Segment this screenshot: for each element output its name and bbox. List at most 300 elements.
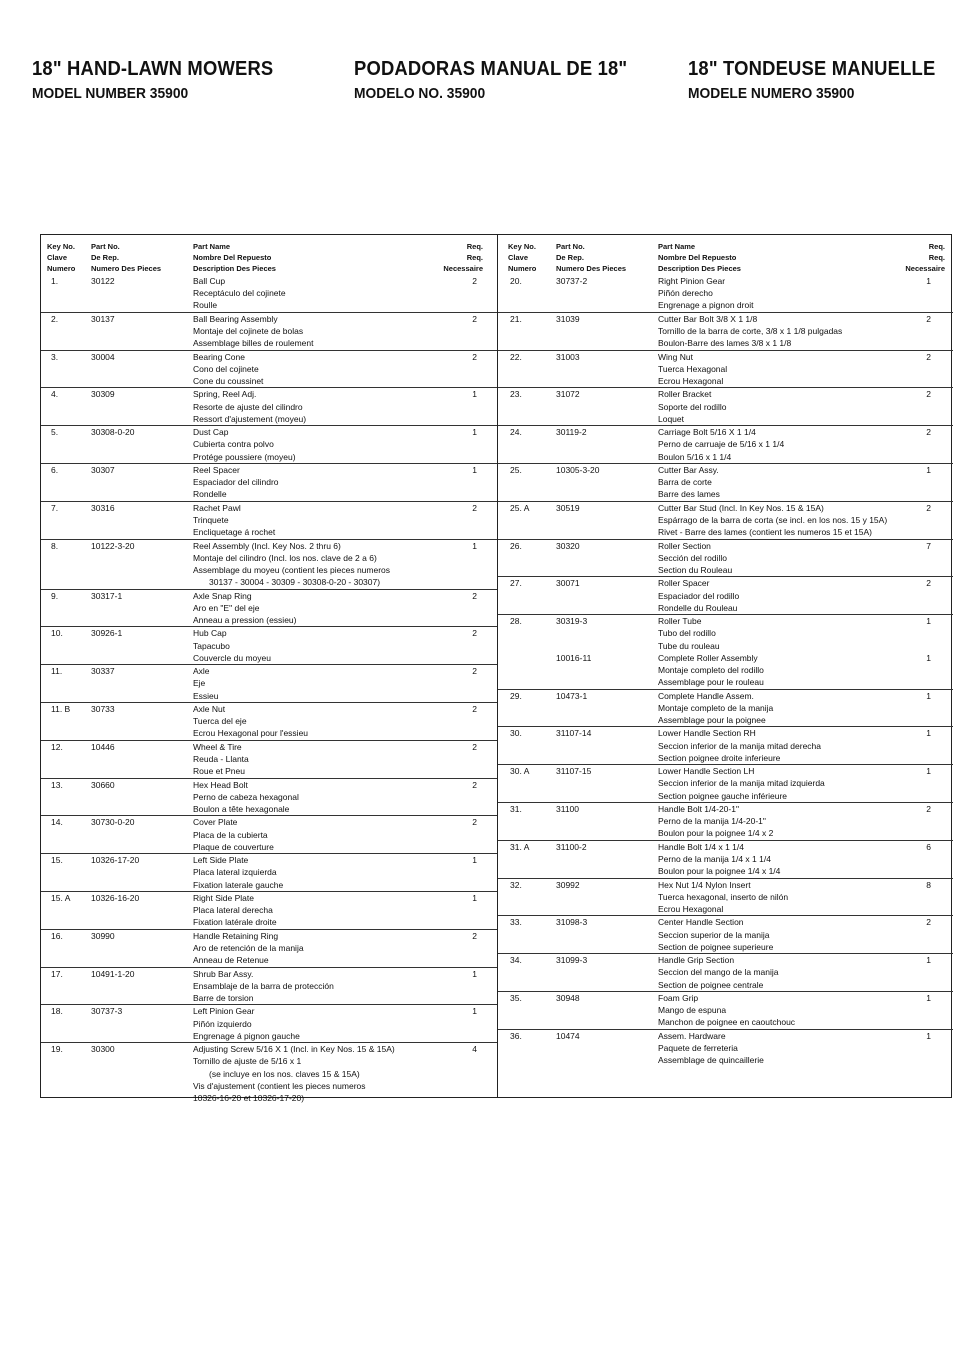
description-line: Reuda - Llanta: [193, 753, 249, 764]
description-line: Essieu: [193, 690, 219, 701]
required-quantity: 1: [472, 968, 477, 979]
part-description: [658, 464, 938, 501]
part-description: [658, 765, 938, 802]
required-quantity: 1: [926, 766, 931, 777]
title-sub: MODEL NUMBER 35900: [32, 85, 189, 102]
description-line: Cutter Bar Stud (Incl. In Key Nos. 15 & 15A): [658, 502, 824, 513]
description-line: Engrenage á pignon gauche: [193, 1030, 300, 1041]
description-line: Barre de torsion: [193, 992, 254, 1003]
description-line: (se incluye en los nos. claves 15 & 15A): [209, 1068, 360, 1079]
part-description: [658, 502, 938, 539]
table-row: [41, 313, 497, 351]
part-number: 30926-1: [91, 628, 123, 639]
title-english: [32, 58, 294, 102]
description-line: Montaje del cilindro (Incl. los nos. clave de 2 a 6): [193, 552, 377, 563]
description-line: Bearing Cone: [193, 351, 245, 362]
description-line: Left Pinion Gear: [193, 1006, 255, 1017]
title-main: 18" TONDEUSE MANUELLE: [688, 58, 936, 80]
description-line: Assemblage du moyeu (contient les pieces numeros: [193, 564, 391, 575]
description-line: Section de poignee centrale: [658, 979, 764, 990]
description-line: Cone du coussinet: [193, 376, 264, 386]
required-quantity: 2: [926, 917, 931, 928]
description-line: Assemblage pour le rouleau: [658, 677, 764, 688]
part-number: 30320: [556, 540, 580, 551]
description-line: Hex Nut 1/4 Nylon Insert: [658, 879, 751, 890]
part-description: [658, 727, 938, 764]
table-row: [41, 665, 497, 703]
description-line: Tube du rouleau: [658, 640, 720, 651]
required-quantity: 1: [926, 1030, 931, 1041]
description-line: Section du Rouleau: [658, 564, 733, 575]
required-quantity: 2: [472, 502, 477, 513]
table-row: [41, 426, 497, 464]
description-line: Manchon de poignee en caoutchouc: [658, 1017, 796, 1028]
table-row: [41, 275, 497, 313]
key-number: 31. A: [510, 841, 530, 852]
description-line: Plaque de couverture: [193, 841, 274, 852]
required-quantity: 1: [926, 992, 931, 1003]
table-row: [498, 879, 953, 917]
description-line: Assemblage billes de roulement: [193, 338, 314, 349]
description-line: Assemblage de quincaillerie: [658, 1055, 764, 1066]
description-line: Shrub Bar Assy.: [193, 968, 254, 979]
description-line: Paquete de ferreteria: [658, 1042, 738, 1053]
description-line: Reel Assembly (Incl. Key Nos. 2 thru 6): [193, 540, 341, 551]
part-number: 31100: [556, 803, 580, 814]
key-number: 28.: [510, 616, 522, 627]
key-number: 21.: [510, 313, 522, 324]
description-line: Anneau a pression (essieu): [193, 614, 297, 625]
part-number: 31100-2: [556, 841, 587, 852]
table-row: [498, 351, 953, 389]
description-line: Cover Plate: [193, 817, 238, 828]
part-description: [193, 426, 473, 463]
key-number: 9.: [51, 590, 59, 601]
part-number: 31003: [556, 351, 580, 362]
required-quantity: 1: [926, 690, 931, 701]
description-line: Perno de la manija 1/4 x 1 1/4: [658, 853, 771, 864]
description-line: Ensamblaje de la barra de protección: [193, 980, 334, 991]
description-line: Aro de retención de la manija: [193, 942, 304, 953]
description-line: Axle: [193, 666, 210, 677]
description-line: Perno de cabeza hexagonal: [193, 791, 299, 802]
description-line: Roller Bracket: [658, 389, 712, 400]
description-line: Axle Nut: [193, 703, 226, 714]
description-line: Right Pinion Gear: [658, 276, 726, 286]
key-number: 10.: [51, 628, 63, 639]
key-number: 20.: [510, 276, 522, 286]
description-line: Seccion inferior de la manija mitad derecha: [658, 740, 822, 751]
description-line: Ecrou Hexagonal pour l'essieu: [193, 728, 309, 739]
key-number: 34.: [510, 955, 522, 966]
required-quantity: 2: [926, 389, 931, 400]
description-line: Handle Bolt 1/4-20-1": [658, 803, 739, 814]
table-row: [498, 916, 953, 954]
table-row: [498, 803, 953, 841]
part-description: [193, 930, 473, 967]
table-row: [498, 615, 953, 689]
description-line: Ressort d'ajustement (moyeu): [193, 413, 307, 424]
required-quantity: 1: [472, 1006, 477, 1017]
key-number: 35.: [510, 992, 522, 1003]
part-number: 30119-2: [556, 427, 587, 438]
description-line: Perno de carruaje de 5/16 x 1 1/4: [658, 439, 785, 450]
table-row: [41, 627, 497, 665]
part-number: 10491-1-20: [91, 968, 135, 979]
description-line: Couvercle du moyeu: [193, 652, 271, 663]
required-quantity: 2: [926, 427, 931, 438]
part-number: 10446: [91, 741, 115, 752]
table-row: [498, 502, 953, 540]
part-description: [658, 275, 938, 312]
table-body-left: [41, 275, 497, 1105]
part-description: [193, 388, 473, 425]
key-number: 22.: [510, 351, 522, 362]
required-quantity: 2: [472, 666, 477, 677]
key-number: 27.: [510, 578, 522, 589]
description-line: 30137 - 30004 - 30309 - 30308-0-20 - 30307): [209, 577, 381, 588]
table-row: [498, 765, 953, 803]
part-description: [193, 779, 473, 816]
title-sub: MODELO NO. 35900: [354, 85, 486, 102]
description-line: Fixation latérale droite: [193, 917, 277, 928]
description-line: Montaje completo del rodillo: [658, 664, 764, 675]
key-number: 7.: [51, 502, 59, 513]
part-number: 31107-15: [556, 766, 592, 777]
description-line: Cutter Bar Assy.: [658, 464, 719, 475]
description-line: Right Side Plate: [193, 892, 254, 903]
part-description: [193, 540, 473, 589]
table-row: [498, 426, 953, 464]
description-line: Aro en "E" del eje: [193, 602, 260, 613]
part-description: [658, 916, 938, 953]
header-key: Key No. Clave Numero: [47, 242, 76, 273]
part-number: 30737-2: [556, 276, 588, 286]
description-line: Montaje completo de la manija: [658, 702, 774, 713]
description-line: Section poignee droite inferieure: [658, 752, 781, 763]
description-line: Roulle: [193, 300, 218, 311]
description-line: Hex Head Bolt: [193, 779, 248, 790]
header-key: Key No. Clave Numero: [508, 242, 537, 273]
description-line: Lower Handle Section LH: [658, 766, 755, 777]
key-number: 23.: [510, 389, 522, 400]
header-part: Part No. De Rep. Numero Des Pieces: [556, 242, 627, 273]
description-line: Ball Bearing Assembly: [193, 313, 278, 324]
table-header: [41, 235, 497, 275]
table-header: [498, 235, 953, 275]
description-line: Tornillo de la barra de corte, 3/8 x 1 1/8 pulgadas: [658, 326, 843, 336]
description-line: Ecrou Hexagonal: [658, 376, 724, 386]
table-row: [498, 540, 953, 578]
description-line: Wing Nut: [658, 351, 693, 362]
part-number: 10326-16-20: [91, 892, 140, 903]
table-row: [41, 540, 497, 590]
part-number: 30308-0-20: [91, 427, 135, 438]
required-quantity: 2: [472, 817, 477, 828]
part-description: [658, 954, 938, 991]
description-line: Handle Retaining Ring: [193, 930, 279, 941]
description-line: Anneau de Retenue: [193, 955, 269, 966]
description-line: Engrenage a pignon droit: [658, 300, 754, 311]
part-number: 31039: [556, 313, 580, 324]
part-description: [658, 841, 938, 878]
description-line: Perno de la manija 1/4-20-1": [658, 816, 766, 827]
description-line: Piñón izquierdo: [193, 1018, 252, 1029]
required-quantity: 2: [926, 313, 931, 324]
part-number: 30300: [91, 1044, 115, 1055]
description-line: Rondelle: [193, 489, 227, 500]
parts-table: [40, 234, 952, 1103]
description-line: Barra de corte: [658, 477, 712, 488]
table-row: [41, 1005, 497, 1043]
parts-table-left: [41, 235, 498, 1103]
key-number: 2.: [51, 313, 59, 324]
table-row: [41, 703, 497, 741]
table-row: [498, 954, 953, 992]
required-quantity: 2: [472, 779, 477, 790]
required-quantity: 8: [926, 879, 931, 890]
part-number: 30307: [91, 464, 115, 475]
part-description: [658, 540, 938, 577]
required-quantity: 1: [926, 955, 931, 966]
required-quantity: 6: [926, 841, 931, 852]
part-number: 31098-3: [556, 917, 588, 928]
header-req: Req. Req. Necessaire: [905, 242, 945, 273]
table-row: [41, 854, 497, 892]
description-line: Handle Grip Section: [658, 955, 735, 966]
table-row: [498, 690, 953, 728]
description-line: Wheel & Tire: [193, 741, 242, 752]
table-row: [498, 275, 953, 313]
part-description: [193, 665, 473, 702]
part-number: 30737-3: [91, 1006, 123, 1017]
required-quantity: 2: [472, 276, 477, 286]
part-description: [193, 892, 473, 929]
part-number: 30317-1: [91, 590, 123, 601]
required-quantity: 2: [472, 703, 477, 714]
description-line: Axle Snap Ring: [193, 590, 252, 601]
description-line: Placa lateral izquierda: [193, 867, 277, 878]
part-description: [193, 627, 473, 664]
part-description: [658, 313, 938, 350]
description-line: Seccion superior de la manija: [658, 929, 770, 940]
part-description: [658, 351, 938, 388]
title-main: PODADORAS MANUAL DE 18": [354, 58, 628, 80]
description-line: Spring, Reel Adj.: [193, 389, 257, 400]
part-description: [658, 388, 938, 425]
table-row: [41, 741, 497, 779]
required-quantity: 1: [926, 616, 931, 627]
description-line: Ecrou Hexagonal: [658, 903, 724, 914]
table-row: [41, 388, 497, 426]
description-line: Encliquetage á rochet: [193, 527, 276, 538]
part-number: 30992: [556, 879, 580, 890]
key-number: 11.: [51, 666, 63, 677]
part-number: 10122-3-20: [91, 540, 135, 551]
key-number: 4.: [51, 389, 59, 400]
part-number: 30316: [91, 502, 115, 513]
key-number: 29.: [510, 690, 522, 701]
header-name: Part Name Nombre Del Repuesto Description Des Pieces: [193, 242, 276, 273]
description-line: Cono del cojinete: [193, 363, 259, 374]
key-number: 3.: [51, 351, 59, 362]
key-number: 24.: [510, 427, 522, 438]
key-number: 25. A: [510, 502, 530, 513]
key-number: 32.: [510, 879, 522, 890]
part-number: 31099-3: [556, 955, 588, 966]
required-quantity: 1: [472, 892, 477, 903]
table-row: [498, 992, 953, 1030]
description-line: Resorte de ajuste del cilindro: [193, 401, 303, 412]
table-row: [41, 930, 497, 968]
description-line: Hub Cap: [193, 628, 227, 639]
part-number: 10473-1: [556, 690, 588, 701]
part-description: [193, 1043, 473, 1104]
table-row: [498, 313, 953, 351]
description-line: Section poignee gauche inférieure: [658, 790, 788, 801]
part-number: 31072: [556, 389, 580, 400]
table-row: [498, 388, 953, 426]
table-body-right: [498, 275, 953, 1068]
part-number: 31107-14: [556, 728, 592, 739]
description-line: Assem. Hardware: [658, 1030, 726, 1041]
key-number: 18.: [51, 1006, 63, 1017]
required-quantity: 2: [472, 741, 477, 752]
header-req: Req. Req. Necessaire: [443, 242, 483, 273]
part-description: [658, 690, 938, 727]
key-number: 11. B: [51, 703, 71, 714]
part-description: [193, 275, 473, 312]
description-line: Tornillo de ajuste de 5/16 x 1: [193, 1056, 302, 1067]
part-number: 10474: [556, 1030, 580, 1041]
part-description: [658, 577, 938, 614]
part-number: 30122: [91, 276, 115, 286]
description-line: Seccion inferior de la manija mitad izquierda: [658, 778, 825, 789]
description-line: Tubo del rodillo: [658, 628, 716, 639]
description-line: Mango de espuna: [658, 1005, 727, 1016]
required-quantity: 1: [472, 540, 477, 551]
description-line: Placa de la cubierta: [193, 829, 268, 840]
description-line: Montaje del cojinete de bolas: [193, 326, 304, 336]
key-number: 30.: [510, 728, 522, 739]
key-number: 30. A: [510, 766, 530, 777]
key-number: 26.: [510, 540, 522, 551]
description-line: Sección del rodillo: [658, 552, 727, 563]
part-number: 30948: [556, 992, 580, 1003]
required-quantity: 1: [926, 728, 931, 739]
description-line: Piñón derecho: [658, 288, 713, 299]
part-description: [658, 992, 938, 1029]
description-line: Adjusting Screw 5/16 X 1 (Incl. in Key Nos. 15 & 15A): [193, 1044, 395, 1055]
required-quantity: 1: [472, 855, 477, 866]
description-line: Lower Handle Section RH: [658, 728, 756, 739]
description-line: Complete Handle Assem.: [658, 690, 754, 701]
required-quantity: 2: [926, 578, 931, 589]
part-number: 30519: [556, 502, 580, 513]
required-quantity: 1: [926, 652, 931, 663]
table-row: [41, 502, 497, 540]
description-line: Soporte del rodillo: [658, 401, 727, 412]
part-number: 30660: [91, 779, 115, 790]
description-line: Vis d'ajustement (contient les pieces numeros: [193, 1080, 366, 1091]
table-row: [41, 816, 497, 854]
description-line: Trinquete: [193, 514, 229, 525]
part-description: [193, 703, 473, 740]
table-row: [498, 464, 953, 502]
table-row: [498, 727, 953, 765]
title-sub: MODELE NUMERO 35900: [688, 85, 855, 102]
description-line: Eje: [193, 678, 206, 689]
description-line: Placa lateral derecha: [193, 905, 273, 916]
key-number: 15. A: [51, 892, 71, 903]
description-line: Boulon pour la poignee 1/4 x 1/4: [658, 866, 781, 877]
part-number: 10305-3-20: [556, 464, 600, 475]
title-french: [688, 58, 954, 102]
description-line: Espaciador del cilindro: [193, 477, 279, 488]
key-number: 17.: [51, 968, 63, 979]
part-number: 30137: [91, 313, 115, 324]
key-number: 12.: [51, 741, 63, 752]
title-main: 18" HAND-LAWN MOWERS: [32, 58, 274, 80]
key-number: 25.: [510, 464, 522, 475]
description-line: Handle Bolt 1/4 x 1 1/4: [658, 841, 745, 852]
header-name: Part Name Nombre Del Repuesto Description Des Pieces: [658, 242, 741, 273]
part-description: [658, 803, 938, 840]
description-line: Protége poussiere (moyeu): [193, 451, 296, 462]
description-line: Boulon-Barre des lames 3/8 x 1 1/8: [658, 338, 792, 349]
key-number: 1.: [51, 276, 59, 286]
required-quantity: 2: [472, 590, 477, 601]
description-line: Rachet Pawl: [193, 502, 241, 513]
description-line: Rondelle du Rouleau: [658, 602, 738, 613]
key-number: 5.: [51, 427, 59, 438]
part-number: 30990: [91, 930, 115, 941]
required-quantity: 2: [926, 351, 931, 362]
part-description: [193, 351, 473, 388]
required-quantity: 1: [926, 464, 931, 475]
description-line: Tuerca del eje: [193, 716, 247, 727]
description-line: Loquet: [658, 413, 684, 424]
table-row: [41, 590, 497, 628]
table-row: [41, 1043, 497, 1105]
part-description: [658, 879, 938, 916]
part-description: [193, 313, 473, 350]
part-description: [193, 464, 473, 501]
key-number: 13.: [51, 779, 63, 790]
description-line: Roller Section: [658, 540, 711, 551]
key-number: 36.: [510, 1030, 522, 1041]
description-line: Receptáculo del cojinete: [193, 288, 286, 299]
description-line: Espaciador del rodillo: [658, 590, 740, 601]
parts-table-right: [498, 235, 953, 1097]
part-description: [193, 816, 473, 853]
description-line: Center Handle Section: [658, 917, 744, 928]
part-number: 30004: [91, 351, 115, 362]
required-quantity: 1: [472, 389, 477, 400]
key-number: 8.: [51, 540, 59, 551]
description-line: Tuerca Hexagonal: [658, 363, 728, 374]
table-row: [498, 1030, 953, 1068]
description-line: Roue et Pneu: [193, 766, 245, 777]
required-quantity: 4: [472, 1044, 477, 1055]
description-line: Espárrago de la barra de corta (se incl. en los nos. 15 y 15A): [658, 514, 888, 525]
part-description: [193, 741, 473, 778]
key-number: 31.: [510, 803, 522, 814]
required-quantity: 2: [472, 313, 477, 324]
required-quantity: 2: [926, 502, 931, 513]
table-row: [41, 351, 497, 389]
required-quantity: 1: [472, 427, 477, 438]
